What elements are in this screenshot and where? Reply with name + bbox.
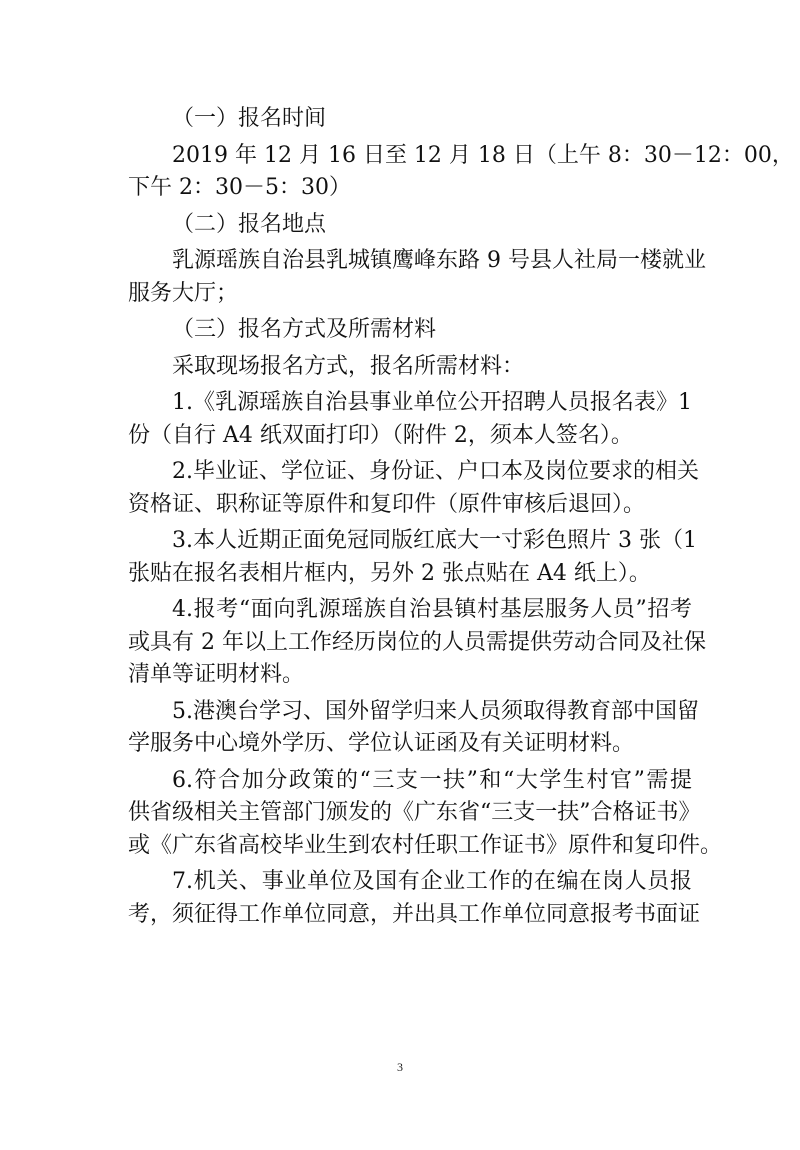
list-item-1 [128,387,692,452]
list-item-line: 学服务中心境外学历、学位认证函及有关证明材料。 [128,731,635,756]
list-item-line: 3.本人近期正面免冠同版红底大一寸彩色照片 3 张（1 [172,528,697,553]
list-item-line: 1.《乳源瑶族自治县事业单位公开招聘人员报名表》1 [172,390,692,415]
registration-time-line: 2019 年 12 月 16 日至 12 月 18 日（上午 8：30－12：00， [172,142,794,168]
list-item-7 [128,866,701,931]
list-item-line: 资格证、职称证等原件和复印件（原件审核后退回）。 [128,491,646,517]
list-item-line: 7.机关、事业单位及国有企业工作的在编在岗人员报 [172,869,692,894]
list-item-6 [128,765,723,863]
registration-time-line: 下午 2：30－5：30） [128,175,351,200]
list-item-line: 张贴在报名表相片框内，另外 2 张点贴在 A4 纸上）。 [128,560,651,586]
list-item-line: 4.报考“面向乳源瑶族自治县镇村基层服务人员”招考 [172,597,692,622]
registration-method-intro: 采取现场报名方式，报名所需材料： [172,353,525,379]
list-item-3 [128,525,697,590]
section-heading-registration-location: （二）报名地点 [172,211,327,237]
list-item-line: 或具有 2 年以上工作经历岗位的人员需提供劳动合同及社保 [128,629,706,655]
section-heading-registration-time: （一）报名时间 [172,106,327,131]
list-item-5 [128,696,699,761]
section-heading-registration-method: （三）报名方式及所需材料 [172,317,437,342]
list-item-line: 2.毕业证、学位证、身份证、户口本及岗位要求的相关 [172,459,699,484]
list-item-line: 供省级相关主管部门颁发的《广东省“三支一扶”合格证书》 [128,800,701,825]
document-body [128,103,794,931]
list-item-2 [128,456,699,521]
registration-location-line: 服务大厅； [128,280,239,306]
list-item-line: 6.符合加分政策的“三支一扶”和“大学生村官”需提 [172,767,692,793]
registration-location-line: 乳源瑶族自治县乳城镇鹰峰东路 9 号县人社局一楼就业 [172,248,706,273]
list-item-line: 或《广东省高校毕业生到农村任职工作证书》原件和复印件。 [128,832,723,858]
page-number: 3 [397,1060,403,1074]
list-item-line: 清单等证明材料。 [128,662,305,687]
list-item-line: 5.港澳台学习、国外留学归来人员须取得教育部中国留 [172,698,699,724]
list-item-line: 考，须征得工作单位同意，并出具工作单位同意报考书面证 [128,901,701,927]
list-item-line: 份（自行 A4 纸双面打印）（附件 2，须本人签名）。 [128,422,633,448]
list-item-4 [128,594,706,692]
